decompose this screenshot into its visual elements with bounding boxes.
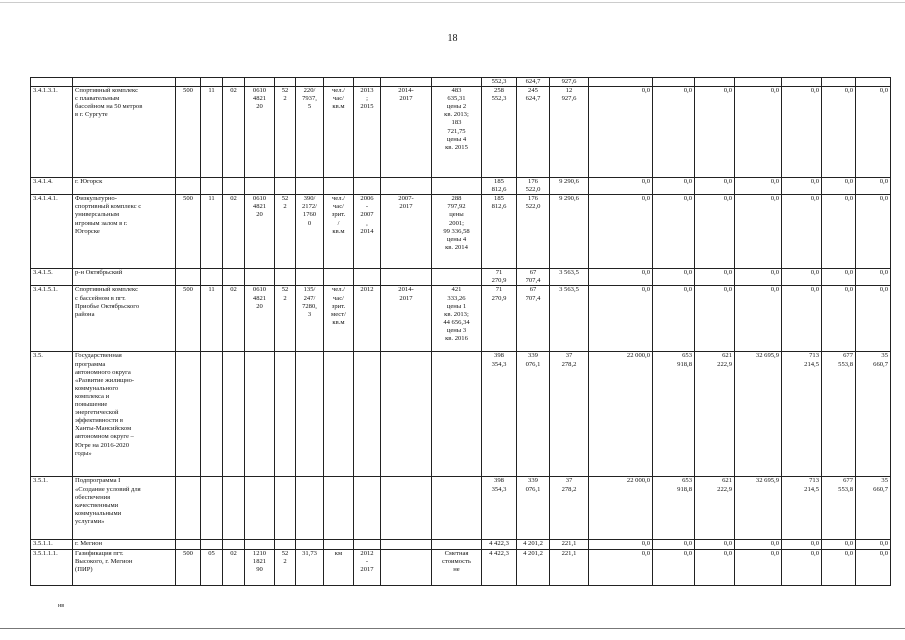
page-number: 18 bbox=[447, 33, 458, 44]
table-cell bbox=[695, 78, 735, 87]
table-cell: 3 563,5 bbox=[550, 269, 589, 286]
table-cell: 0,0 bbox=[822, 87, 856, 178]
table-cell: 22 000,0 bbox=[589, 352, 653, 477]
row-name-cell: г. Югорск bbox=[73, 178, 176, 195]
row-name-cell: Физкультурно- спортивный комплекс с универсальным игровым залом в г. Югорске bbox=[73, 195, 176, 269]
row-name-cell: Газификация пгт. Высокого, г. Мегион (ПИР) bbox=[73, 549, 176, 585]
table-cell: 713 214,5 bbox=[782, 352, 822, 477]
table-cell: 0,0 bbox=[782, 286, 822, 352]
table-cell: 0,0 bbox=[856, 195, 891, 269]
row-code-cell: 3.5.1. bbox=[31, 477, 73, 540]
table-cell bbox=[275, 178, 296, 195]
footer-mark: нв bbox=[58, 603, 65, 609]
table-cell: 0,0 bbox=[735, 286, 782, 352]
table-cell bbox=[324, 269, 354, 286]
table-cell bbox=[432, 269, 482, 286]
table-cell: 500 bbox=[176, 195, 201, 269]
table-cell bbox=[432, 477, 482, 540]
table-cell bbox=[432, 540, 482, 549]
table-cell bbox=[354, 178, 381, 195]
table-row bbox=[31, 477, 891, 540]
table-row bbox=[31, 286, 891, 352]
table-cell: 67 707,4 bbox=[517, 269, 550, 286]
table-cell bbox=[324, 477, 354, 540]
table-cell bbox=[201, 78, 223, 87]
row-code-cell: 3.4.1.4.1. bbox=[31, 195, 73, 269]
table-cell: 0,0 bbox=[856, 549, 891, 585]
table-cell bbox=[324, 540, 354, 549]
table-cell: 398 354,3 bbox=[482, 477, 517, 540]
table-cell: 37 278,2 bbox=[550, 477, 589, 540]
row-name-cell: р-н Октябрьский bbox=[73, 269, 176, 286]
table-cell bbox=[381, 269, 432, 286]
table-cell: 0,0 bbox=[856, 269, 891, 286]
table-cell: 220/ 7937, 5 bbox=[296, 87, 324, 178]
row-code-cell: 3.4.1.3.1. bbox=[31, 87, 73, 178]
row-name-cell bbox=[73, 78, 176, 87]
row-name-cell: Государственная программа автономного округа «Развитие жилищно- коммунального комплекса и повышение энергетической эффективности в Ханты-Мансийском автономном округе – Югре на 2016-2020 годы» bbox=[73, 352, 176, 477]
row-code-cell bbox=[31, 78, 73, 87]
table-cell: 05 bbox=[201, 549, 223, 585]
table-cell: 32 695,9 bbox=[735, 477, 782, 540]
scan-bottom-line bbox=[0, 628, 905, 629]
table-cell: 37 278,2 bbox=[550, 352, 589, 477]
table-cell bbox=[735, 78, 782, 87]
table-cell: 245 624,7 bbox=[517, 87, 550, 178]
table-row bbox=[31, 269, 891, 286]
table-cell: 0,0 bbox=[653, 269, 695, 286]
table-cell bbox=[296, 477, 324, 540]
table-cell bbox=[223, 477, 245, 540]
table-cell: 0,0 bbox=[589, 178, 653, 195]
table-cell: 0,0 bbox=[782, 540, 822, 549]
table-cell: 52 2 bbox=[275, 286, 296, 352]
table-cell bbox=[381, 352, 432, 477]
table-cell: 653 918,8 bbox=[653, 352, 695, 477]
row-name-cell: Спортивный комплекс с плавательным бассейном на 50 метров в г. Сургуте bbox=[73, 87, 176, 178]
table-cell: 0,0 bbox=[653, 178, 695, 195]
table-cell: 2013 ; 2015 bbox=[354, 87, 381, 178]
table-cell bbox=[176, 78, 201, 87]
table-cell: 0,0 bbox=[695, 549, 735, 585]
table-cell bbox=[296, 78, 324, 87]
table-cell: 0,0 bbox=[589, 549, 653, 585]
table-cell bbox=[275, 540, 296, 549]
table-cell: 221,1 bbox=[550, 549, 589, 585]
table-cell bbox=[324, 178, 354, 195]
table-cell bbox=[782, 78, 822, 87]
table-cell: 0,0 bbox=[782, 87, 822, 178]
row-code-cell: 3.5.1.1.1. bbox=[31, 549, 73, 585]
table-cell: 0,0 bbox=[653, 286, 695, 352]
table-cell: 35 660,7 bbox=[856, 477, 891, 540]
table-cell: 0,0 bbox=[653, 195, 695, 269]
table-cell bbox=[245, 477, 275, 540]
table-cell bbox=[176, 178, 201, 195]
table-cell: 713 214,5 bbox=[782, 477, 822, 540]
table-cell: 135/ 247/ 7280, 3 bbox=[296, 286, 324, 352]
table-cell: 02 bbox=[223, 87, 245, 178]
row-code-cell: 3.4.1.5. bbox=[31, 269, 73, 286]
table-cell: 621 222,9 bbox=[695, 352, 735, 477]
table-cell: 0,0 bbox=[782, 195, 822, 269]
row-code-cell: 3.4.1.5.1. bbox=[31, 286, 73, 352]
table-cell: 0,0 bbox=[822, 178, 856, 195]
table-cell bbox=[324, 78, 354, 87]
table-cell bbox=[201, 269, 223, 286]
budget-table bbox=[30, 77, 891, 586]
table-cell: 3 563,5 bbox=[550, 286, 589, 352]
table-cell: 35 660,7 bbox=[856, 352, 891, 477]
table-row bbox=[31, 540, 891, 549]
table-cell bbox=[589, 78, 653, 87]
table-body bbox=[31, 78, 891, 586]
table-cell: 421 333,26 цены 1 кв. 2013; 44 656,34 цены 3 кв. 2016 bbox=[432, 286, 482, 352]
table-cell: 0,0 bbox=[735, 87, 782, 178]
table-cell: чел./ час/ зрит. / кв.м bbox=[324, 195, 354, 269]
table-cell bbox=[381, 549, 432, 585]
table-cell bbox=[432, 178, 482, 195]
table-cell: 1210 1821 90 bbox=[245, 549, 275, 585]
table-cell: 0,0 bbox=[695, 286, 735, 352]
table-cell: 0,0 bbox=[782, 269, 822, 286]
table-cell: 0,0 bbox=[589, 195, 653, 269]
table-cell: 0,0 bbox=[653, 540, 695, 549]
table-cell bbox=[381, 477, 432, 540]
table-cell bbox=[354, 477, 381, 540]
table-cell: 0,0 bbox=[782, 178, 822, 195]
table-cell: км bbox=[324, 549, 354, 585]
table-cell bbox=[223, 352, 245, 477]
table-cell bbox=[381, 540, 432, 549]
table-cell: 0,0 bbox=[589, 286, 653, 352]
table-cell: 2007- 2017 bbox=[381, 195, 432, 269]
table-cell: 390/ 2172/ 1760 0 bbox=[296, 195, 324, 269]
table-cell: 927,6 bbox=[550, 78, 589, 87]
table-cell: 0,0 bbox=[735, 540, 782, 549]
table-cell: 71 270,9 bbox=[482, 269, 517, 286]
table-cell bbox=[275, 477, 296, 540]
table-cell: 0,0 bbox=[589, 540, 653, 549]
table-cell: 677 553,8 bbox=[822, 352, 856, 477]
table-cell: 0,0 bbox=[856, 87, 891, 178]
table-cell bbox=[223, 178, 245, 195]
table-cell bbox=[275, 352, 296, 477]
table-cell: 71 270,9 bbox=[482, 286, 517, 352]
table-cell: 02 bbox=[223, 286, 245, 352]
table-cell: 621 222,9 bbox=[695, 477, 735, 540]
table-cell: 0610 4821 20 bbox=[245, 286, 275, 352]
table-cell bbox=[822, 78, 856, 87]
table-cell: 4 422,3 bbox=[482, 549, 517, 585]
table-cell: 2012 - 2017 bbox=[354, 549, 381, 585]
table-cell: 0,0 bbox=[822, 269, 856, 286]
table-cell bbox=[432, 352, 482, 477]
table-row bbox=[31, 178, 891, 195]
table-cell: 12 927,6 bbox=[550, 87, 589, 178]
table-cell: 11 bbox=[201, 195, 223, 269]
table-cell: 185 812,6 bbox=[482, 178, 517, 195]
table-cell bbox=[856, 78, 891, 87]
table-cell: 4 201,2 bbox=[517, 540, 550, 549]
table-cell bbox=[381, 78, 432, 87]
table-cell: 0,0 bbox=[822, 195, 856, 269]
table-row bbox=[31, 78, 891, 87]
table-cell: 4 422,3 bbox=[482, 540, 517, 549]
table-cell: 0,0 bbox=[695, 178, 735, 195]
table-cell bbox=[354, 352, 381, 477]
table-cell bbox=[354, 269, 381, 286]
table-cell: 288 797,92 цены 2001; 99 336,58 цены 4 кв. 2014 bbox=[432, 195, 482, 269]
table-cell: 0,0 bbox=[653, 87, 695, 178]
table-cell bbox=[381, 178, 432, 195]
table-cell: чел./ час/ зрит. мест/ кв.м bbox=[324, 286, 354, 352]
table-cell: 0610 4821 20 bbox=[245, 87, 275, 178]
table-cell: 0,0 bbox=[695, 540, 735, 549]
table-cell bbox=[245, 178, 275, 195]
table-cell bbox=[223, 269, 245, 286]
table-cell: 0610 4821 20 bbox=[245, 195, 275, 269]
table-cell bbox=[275, 78, 296, 87]
table-cell: 02 bbox=[223, 195, 245, 269]
table-cell bbox=[296, 269, 324, 286]
table-cell: 0,0 bbox=[589, 269, 653, 286]
table-cell bbox=[275, 269, 296, 286]
table-cell: 0,0 bbox=[735, 549, 782, 585]
table-cell: 11 bbox=[201, 87, 223, 178]
table-cell bbox=[245, 352, 275, 477]
table-cell: 500 bbox=[176, 549, 201, 585]
table-cell: 52 2 bbox=[275, 195, 296, 269]
table-cell bbox=[176, 477, 201, 540]
table-cell: 0,0 bbox=[856, 286, 891, 352]
table-cell bbox=[201, 178, 223, 195]
table-cell bbox=[324, 352, 354, 477]
table-cell: 0,0 bbox=[735, 178, 782, 195]
row-code-cell: 3.4.1.4. bbox=[31, 178, 73, 195]
table-cell bbox=[653, 78, 695, 87]
table-row bbox=[31, 352, 891, 477]
table-cell bbox=[245, 269, 275, 286]
scan-edge-line bbox=[0, 2, 905, 3]
table-cell bbox=[201, 352, 223, 477]
table-cell bbox=[176, 352, 201, 477]
table-cell bbox=[223, 540, 245, 549]
table-cell: 02 bbox=[223, 549, 245, 585]
table-cell: 0,0 bbox=[856, 540, 891, 549]
row-name-cell: Спортивный комплекс с бассейном в пгт. Приобье Октябрьского района bbox=[73, 286, 176, 352]
table-cell bbox=[201, 477, 223, 540]
table-cell: 0,0 bbox=[695, 195, 735, 269]
table-cell bbox=[176, 269, 201, 286]
table-cell bbox=[432, 78, 482, 87]
table-cell: 0,0 bbox=[782, 549, 822, 585]
table-cell: 52 2 bbox=[275, 87, 296, 178]
table-cell bbox=[296, 540, 324, 549]
table-cell: 0,0 bbox=[822, 549, 856, 585]
table-cell: 67 707,4 bbox=[517, 286, 550, 352]
table-cell bbox=[296, 178, 324, 195]
row-code-cell: 3.5.1.1. bbox=[31, 540, 73, 549]
table-cell bbox=[201, 540, 223, 549]
table-cell: 552,3 bbox=[482, 78, 517, 87]
table-cell: 0,0 bbox=[695, 87, 735, 178]
table-cell: 677 553,8 bbox=[822, 477, 856, 540]
table-cell: 31,73 bbox=[296, 549, 324, 585]
table-cell: 11 bbox=[201, 286, 223, 352]
table-cell: 0,0 bbox=[653, 549, 695, 585]
table-cell: 500 bbox=[176, 286, 201, 352]
table-cell: 2006 - 2007 , 2014 bbox=[354, 195, 381, 269]
table-cell bbox=[354, 540, 381, 549]
table-cell: 258 552,3 bbox=[482, 87, 517, 178]
table-cell: 176 522,0 bbox=[517, 195, 550, 269]
table-cell: 0,0 bbox=[735, 269, 782, 286]
table-cell: 624,7 bbox=[517, 78, 550, 87]
table-cell: 653 918,8 bbox=[653, 477, 695, 540]
table-cell bbox=[245, 540, 275, 549]
table-cell: 4 201,2 bbox=[517, 549, 550, 585]
table-cell: 176 522,0 bbox=[517, 178, 550, 195]
table-cell: 483 635,31 цены 2 кв. 2013; 183 721,75 цены 4 кв. 2015 bbox=[432, 87, 482, 178]
row-name-cell: Подпрограмма I «Создание условий для обеспечения качественными коммунальными услугами» bbox=[73, 477, 176, 540]
table-row bbox=[31, 195, 891, 269]
table-cell: 0,0 bbox=[856, 178, 891, 195]
table-cell: 52 2 bbox=[275, 549, 296, 585]
table-cell: 2014- 2017 bbox=[381, 286, 432, 352]
table-cell: Сметная стоимость не bbox=[432, 549, 482, 585]
table-cell: 500 bbox=[176, 87, 201, 178]
table-cell: 22 000,0 bbox=[589, 477, 653, 540]
table-cell: 398 354,3 bbox=[482, 352, 517, 477]
row-name-cell: г. Мегион bbox=[73, 540, 176, 549]
table-cell: 2014- 2017 bbox=[381, 87, 432, 178]
table-cell: 9 290,6 bbox=[550, 178, 589, 195]
table-cell: чел./ час/ кв.м bbox=[324, 87, 354, 178]
table-cell: 185 812,6 bbox=[482, 195, 517, 269]
table-cell: 32 695,9 bbox=[735, 352, 782, 477]
table-cell: 221,1 bbox=[550, 540, 589, 549]
table-cell: 0,0 bbox=[822, 540, 856, 549]
table-cell: 0,0 bbox=[589, 87, 653, 178]
table-cell: 339 076,1 bbox=[517, 477, 550, 540]
table-cell bbox=[176, 540, 201, 549]
table-row bbox=[31, 87, 891, 178]
table-cell bbox=[354, 78, 381, 87]
table-cell: 2012 bbox=[354, 286, 381, 352]
table-cell bbox=[296, 352, 324, 477]
table-row bbox=[31, 549, 891, 585]
table-cell: 0,0 bbox=[822, 286, 856, 352]
table-cell: 9 290,6 bbox=[550, 195, 589, 269]
table-cell bbox=[223, 78, 245, 87]
table-cell: 339 076,1 bbox=[517, 352, 550, 477]
row-code-cell: 3.5. bbox=[31, 352, 73, 477]
table-cell: 0,0 bbox=[735, 195, 782, 269]
table-cell: 0,0 bbox=[695, 269, 735, 286]
table-cell bbox=[245, 78, 275, 87]
